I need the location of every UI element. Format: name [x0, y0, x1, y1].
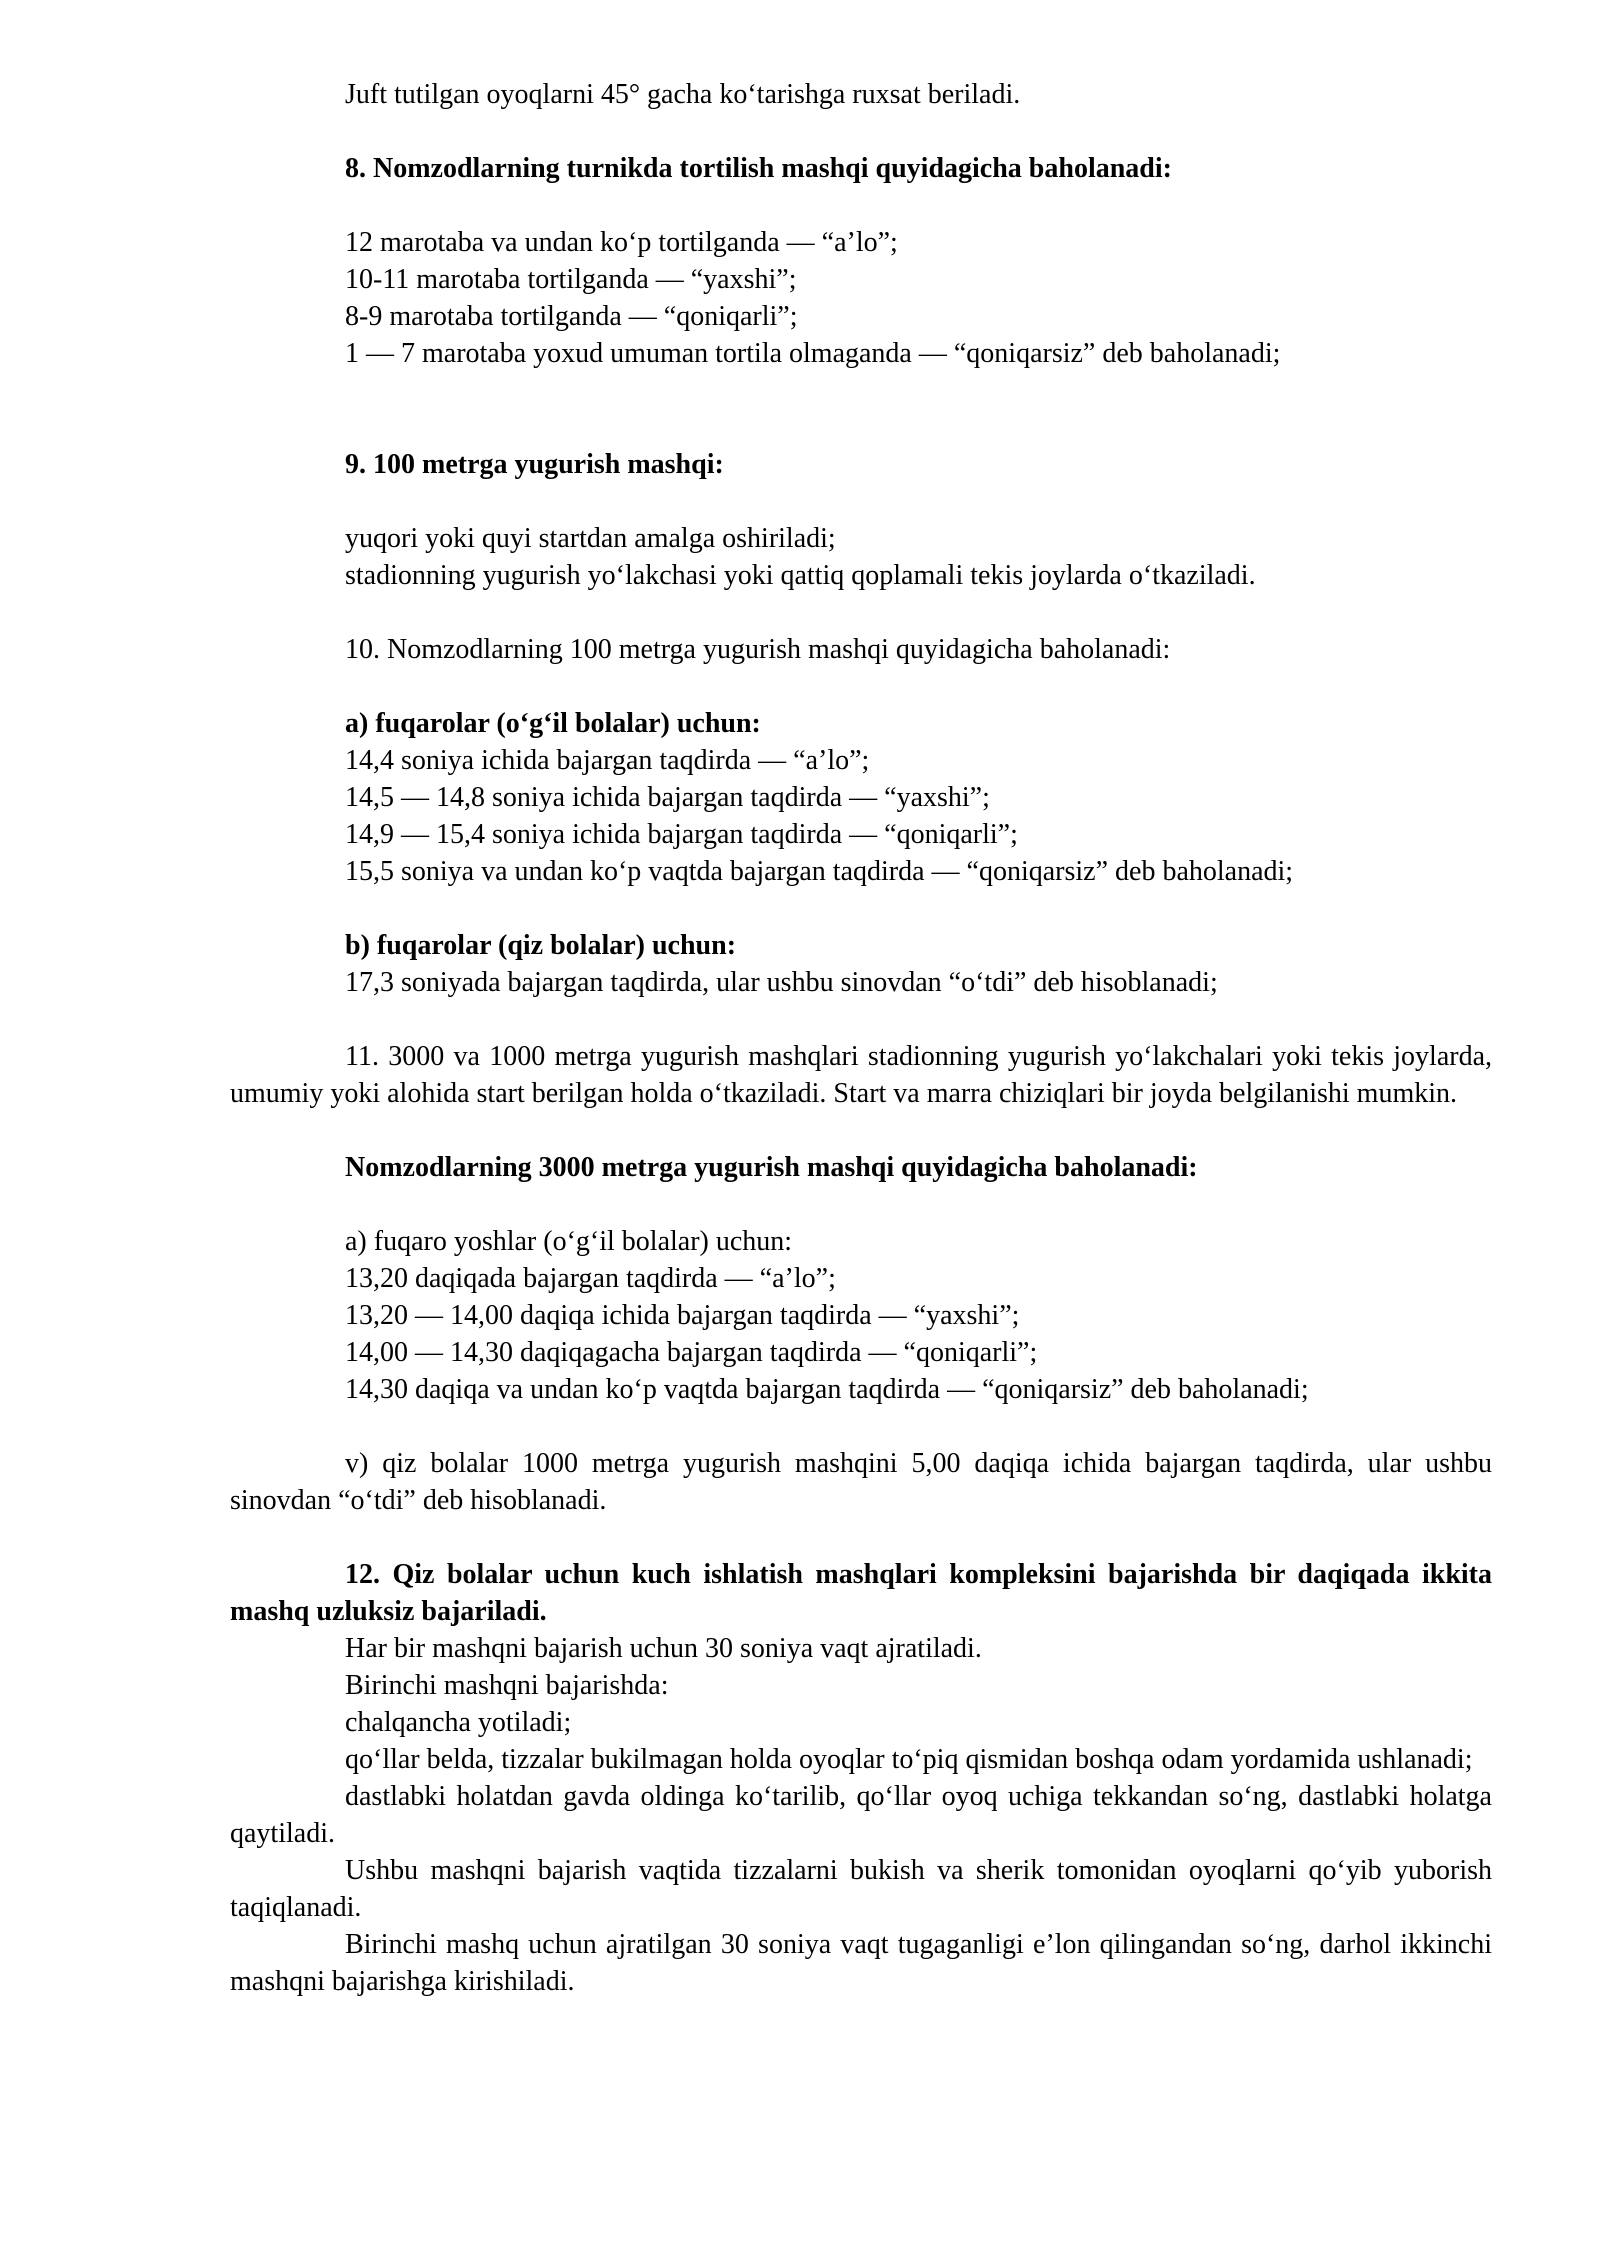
section-8-line: 1 — 7 marotaba yoxud umuman tortila olmaganda — “qoniqarsiz” deb baholanadi;: [345, 338, 1281, 369]
section-10-b-line: 17,3 soniyada bajargan taqdirda, ular ushbu sinovdan “o‘tdi” deb hisoblanadi;: [345, 967, 1218, 998]
section-10-a-heading: a) fuqarolar (o‘g‘il bolalar) uchun:: [345, 708, 761, 739]
section-12-paragraph: dastlabki holatdan gavda oldinga ko‘tarilib, qo‘llar oyoq uchiga tekkandan so‘ng, dastlabki holatga qaytiladi.: [230, 1781, 1492, 1849]
section-8-line: 10-11 marotaba tortilganda — “yaxshi”;: [345, 264, 797, 295]
section-12-paragraph: Birinchi mashqni bajarishda:: [345, 1670, 669, 1701]
section-11-paragraph: 11. 3000 va 1000 metrga yugurish mashqlari stadionning yugurish yo‘lakchalari yoki tekis joylarda, umumiy yoki alohida start berilgan holda o‘tkaziladi. Start va marra chiziqlari bir joyda belgilanishi mumkin.: [230, 1041, 1492, 1109]
section-11-v-paragraph: v) qiz bolalar 1000 metrga yugurish mashqini 5,00 daqiqa ichida bajargan taqdirda, ular ushbu sinovdan “o‘tdi” deb hisoblanadi.: [230, 1448, 1492, 1516]
section-8-line: 8-9 marotaba tortilganda — “qoniqarli”;: [345, 301, 798, 332]
section-11-a-line: 13,20 daqiqada bajargan taqdirda — “a’lo”;: [345, 1263, 836, 1294]
section-9-line: stadionning yugurish yo‘lakchasi yoki qattiq qoplamali tekis joylarda o‘tkaziladi.: [345, 560, 1256, 591]
section-12-paragraph: qo‘llar belda, tizzalar bukilmagan holda oyoqlar to‘piq qismidan boshqa odam yordamida ushlanadi;: [345, 1744, 1473, 1775]
section-8-line: 12 marotaba va undan ko‘p tortilganda — “a’lo”;: [345, 227, 898, 258]
section-10-heading: 10. Nomzodlarning 100 metrga yugurish mashqi quyidagicha baholanadi:: [345, 634, 1171, 665]
section-11-a-line: 13,20 — 14,00 daqiqa ichida bajargan taqdirda — “yaxshi”;: [345, 1300, 1020, 1331]
section-9-line: yuqori yoki quyi startdan amalga oshiriladi;: [345, 523, 836, 554]
section-12-paragraph: Birinchi mashq uchun ajratilgan 30 soniya vaqt tugaganligi e’lon qilingandan so‘ng, darhol ikkinchi mashqni bajarishga kirishiladi.: [230, 1929, 1492, 1997]
section-12-paragraph: Har bir mashqni bajarish uchun 30 soniya vaqt ajratiladi.: [345, 1633, 982, 1664]
section-11-a-line: 14,30 daqiqa va undan ko‘p vaqtda bajargan taqdirda — “qoniqarsiz” deb baholanadi;: [345, 1374, 1309, 1405]
intro-line: Juft tutilgan oyoqlarni 45° gacha ko‘tarishga ruxsat beriladi.: [345, 79, 1021, 110]
section-12-heading: 12. Qiz bolalar uchun kuch ishlatish mashqlari kompleksini bajarishda bir daqiqada ikkita mashq uzluksiz bajariladi.: [230, 1559, 1492, 1627]
section-10-a-line: 14,4 soniya ichida bajargan taqdirda — “a’lo”;: [345, 745, 870, 776]
section-10-a-line: 14,5 — 14,8 soniya ichida bajargan taqdirda — “yaxshi”;: [345, 782, 990, 813]
section-10-b-heading: b) fuqarolar (qiz bolalar) uchun:: [345, 930, 737, 961]
section-9-heading: 9. 100 metrga yugurish mashqi:: [345, 449, 724, 480]
section-11-heading: Nomzodlarning 3000 metrga yugurish mashqi quyidagicha baholanadi:: [345, 1152, 1198, 1183]
section-12-paragraph: chalqancha yotiladi;: [345, 1707, 572, 1738]
section-11-a-heading: a) fuqaro yoshlar (o‘g‘il bolalar) uchun:: [345, 1226, 793, 1257]
section-10-a-line: 14,9 — 15,4 soniya ichida bajargan taqdirda — “qoniqarli”;: [345, 819, 1018, 850]
section-10-a-line: 15,5 soniya va undan ko‘p vaqtda bajargan taqdirda — “qoniqarsiz” deb baholanadi;: [345, 856, 1294, 887]
section-8-heading: 8. Nomzodlarning turnikda tortilish mashqi quyidagicha baholanadi:: [345, 153, 1172, 184]
section-11-a-line: 14,00 — 14,30 daqiqagacha bajargan taqdirda — “qoniqarli”;: [345, 1337, 1038, 1368]
document-body: [230, 76, 1492, 2000]
section-12-paragraph: Ushbu mashqni bajarish vaqtida tizzalarni bukish va sherik tomonidan oyoqlarni qo‘yib yuborish taqiqlanadi.: [230, 1855, 1492, 1923]
